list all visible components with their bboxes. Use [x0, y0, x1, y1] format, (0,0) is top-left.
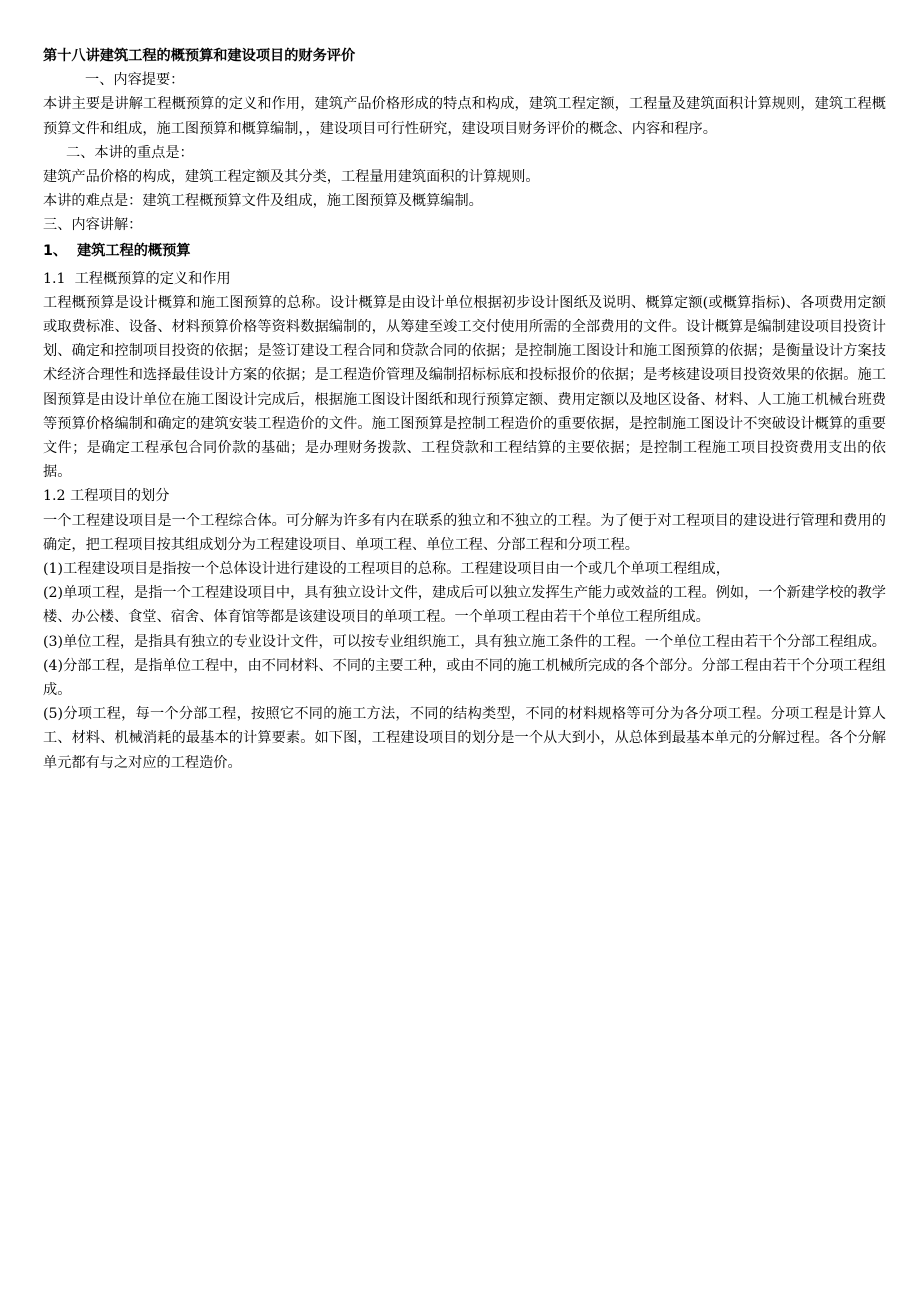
key-points-heading: 二、本讲的重点是：: [66, 144, 194, 161]
section-1-heading: 1、 建筑工程的概预算: [43, 242, 191, 259]
list-item-2: (2)单项工程，是指一个工程建设项目中，具有独立设计文件，建成后可以独立发挥生产能力或效益的工程。例如，一个新建学校的教学楼、办公楼、食堂、宿舍、体育馆等都是该建设项目的单项工程。一个单项工程由若干个单位工程所组成。: [43, 585, 886, 626]
list-item-3: (3)单位工程，是指具有独立的专业设计文件，可以按专业组织施工，具有独立施工条件的工程。一个单位工程由若干个分部工程组成。: [43, 633, 886, 650]
list-item-5: (5)分项工程，每一个分部工程，按照它不同的施工方法，不同的结构类型，不同的材料规格等可分为各分项工程。分项工程是计算人工、材料、机械消耗的最基本的计算要素。如下图，工程建设项目的划分是一个从大到小，从总体到最基本单元的分解过程。各个分解单元都有与之对应的工程造价。: [43, 706, 886, 771]
list-item-4: (4)分部工程，是指单位工程中，由不同材料、不同的主要工种，或由不同的施工机械所完成的各个部分。分部工程由若干个分项工程组成。: [43, 657, 886, 699]
key-points-text: 建筑产品价格的构成，建筑工程定额及其分类，工程量用建筑面积的计算规则。: [43, 169, 540, 186]
document-page: [43, 44, 886, 775]
section-1-2-heading: 1.2 工程项目的划分: [43, 488, 170, 505]
section-1-2-intro: 一个工程建设项目是一个工程综合体。可分解为许多有内在联系的独立和不独立的工程。为了便于对工程项目的建设进行管理和费用的确定，把工程项目按其组成划分为工程建设项目、单项工程、单位工程、分部工程和分项工程。: [43, 512, 886, 553]
section-1-1-heading: 1.1 工程概预算的定义和作用: [43, 270, 231, 287]
document-title: 第十八讲建筑工程的概预算和建设项目的财务评价: [43, 48, 356, 64]
section-1-1-text: 工程概预算是设计概算和施工图预算的总称。设计概算是由设计单位根据初步设计图纸及说明、概算定额(或概算指标)、各项费用定额或取费标准、设备、材料预算价格等资料数据编制的，从筹建至竣工交付使用所需的全部费用的文件。设计概算是编制建设项目投资计划、确定和控制项目投资的依据；是签订建设工程合同和贷款合同的依据；是控制施工图设计和施工图预算的依据；是衡量设计方案技术经济合理性和选择最佳设计方案的依据；是工程造价管理及编制招标标底和投标报价的依据；是考核建设项目投资效果的依据。施工图预算是由设计单位在施工图设计完成后，根据施工图设计图纸和现行预算定额、费用定额以及地区设备、材料、人工施工机械台班费等预算价格编制和确定的建筑安装工程造价的文件。施工图预算是控制工程造价的重要依据，是控制施工图设计不突破设计概算的重要文件；是确定工程承包合同价款的基础；是办理财务拨款、工程贷款和工程结算的主要依据；是控制工程施工项目投资费用支出的依据。: [43, 294, 886, 481]
list-item-1: (1)工程建设项目是指按一个总体设计进行建设的工程项目的总称。工程建设项目由一个或几个单项工程组成，: [43, 561, 730, 578]
difficulty-text: 本讲的难点是：建筑工程概预算文件及组成，施工图预算及概算编制。: [43, 193, 483, 210]
summary-text: 本讲主要是讲解工程概预算的定义和作用，建筑产品价格形成的特点和构成，建筑工程定额，工程量及建筑面积计算规则，建筑工程概预算文件和组成，施工图预算和概算编制，，建设项目可行性研究，建设项目财务评价的概念、内容和程序。: [43, 96, 886, 137]
content-heading: 三、内容讲解：: [43, 217, 143, 234]
summary-heading: 一、内容提要：: [85, 72, 185, 89]
